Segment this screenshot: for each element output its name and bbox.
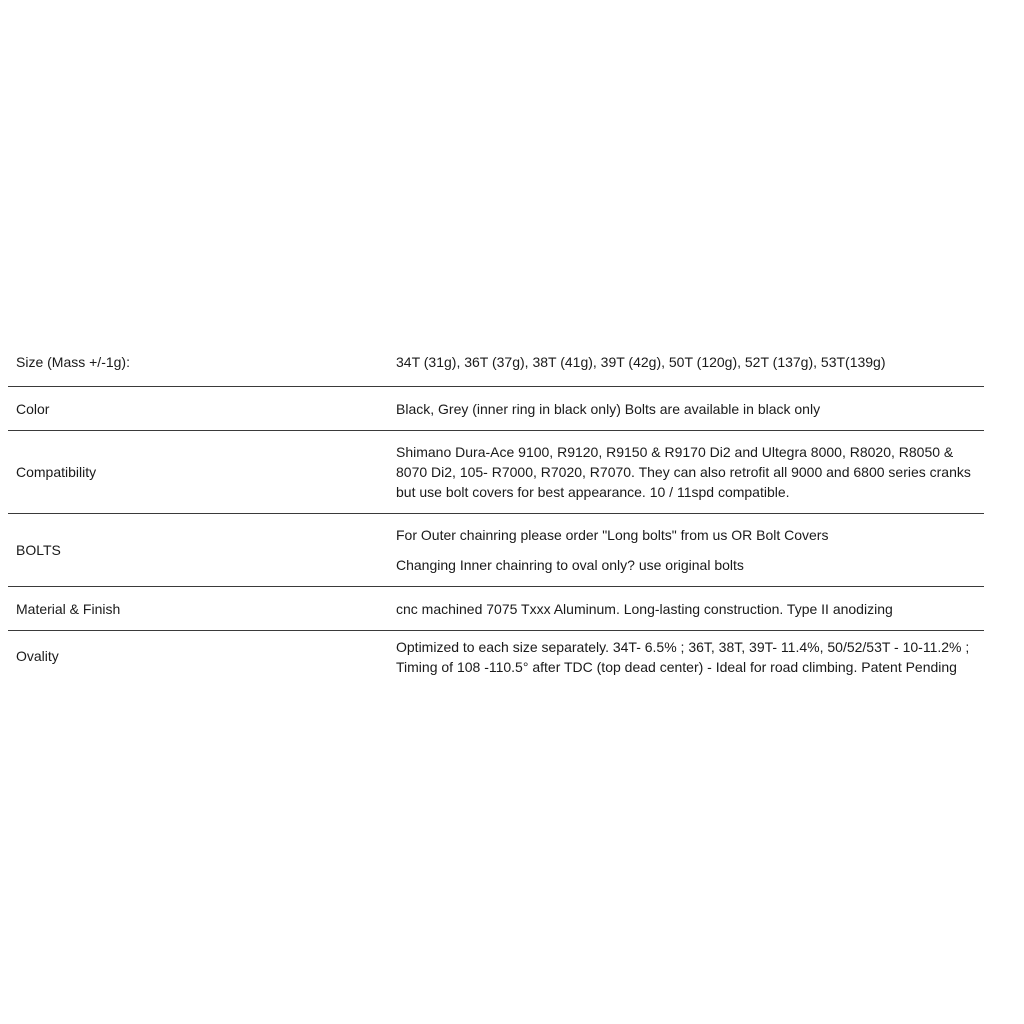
spec-value	[388, 399, 984, 419]
spec-row-bolts	[8, 514, 984, 587]
spec-label: Ovality	[16, 648, 59, 664]
spec-value	[388, 599, 984, 619]
spec-row-size	[8, 338, 984, 387]
spec-value	[388, 525, 984, 575]
spec-row-compatibility	[8, 431, 984, 514]
spec-value	[388, 442, 984, 502]
spec-label: Size (Mass +/-1g):	[16, 354, 130, 370]
spec-row-ovality	[8, 631, 984, 693]
spec-value-text: For Outer chainring please order "Long bolts" from us OR Bolt Covers	[396, 527, 829, 543]
spec-label: Compatibility	[16, 464, 97, 480]
spec-value-text: Shimano Dura-Ace 9100, R9120, R9150 & R9170 Di2 and Ultegra 8000, R8020, R8050 & 8070 Di2, 105- R7000, R7020, R7070. They can also retrofit all 9000 and 6800 series cranks but use bolt covers for best appearance. 10 / 11spd compatible.	[396, 444, 971, 500]
spec-row-material-finish	[8, 587, 984, 631]
spec-label: BOLTS	[16, 542, 61, 558]
spec-table	[8, 338, 984, 693]
spec-value-text: 34T (31g), 36T (37g), 38T (41g), 39T (42g), 50T (120g), 52T (137g), 53T(139g)	[396, 354, 886, 370]
spec-label: Color	[16, 400, 50, 417]
spec-value-text: cnc machined 7075 Txxx Aluminum. Long-lasting construction. Type II anodizing	[396, 600, 893, 617]
spec-value	[388, 631, 984, 677]
spec-value-text: Black, Grey (inner ring in black only) Bolts are available in black only	[396, 400, 821, 417]
spec-value-text: Changing Inner chainring to oval only? use original bolts	[396, 557, 744, 573]
spec-row-color	[8, 387, 984, 431]
spec-label: Material & Finish	[16, 600, 121, 617]
spec-value-text: Optimized to each size separately. 34T- 6.5% ; 36T, 38T, 39T- 11.4%, 50/52/53T - 10-11.2% ; Timing of 108 -110.5° after TDC (top dead center) - Ideal for road climbing. Patent Pending	[396, 639, 970, 675]
spec-value	[388, 352, 984, 372]
